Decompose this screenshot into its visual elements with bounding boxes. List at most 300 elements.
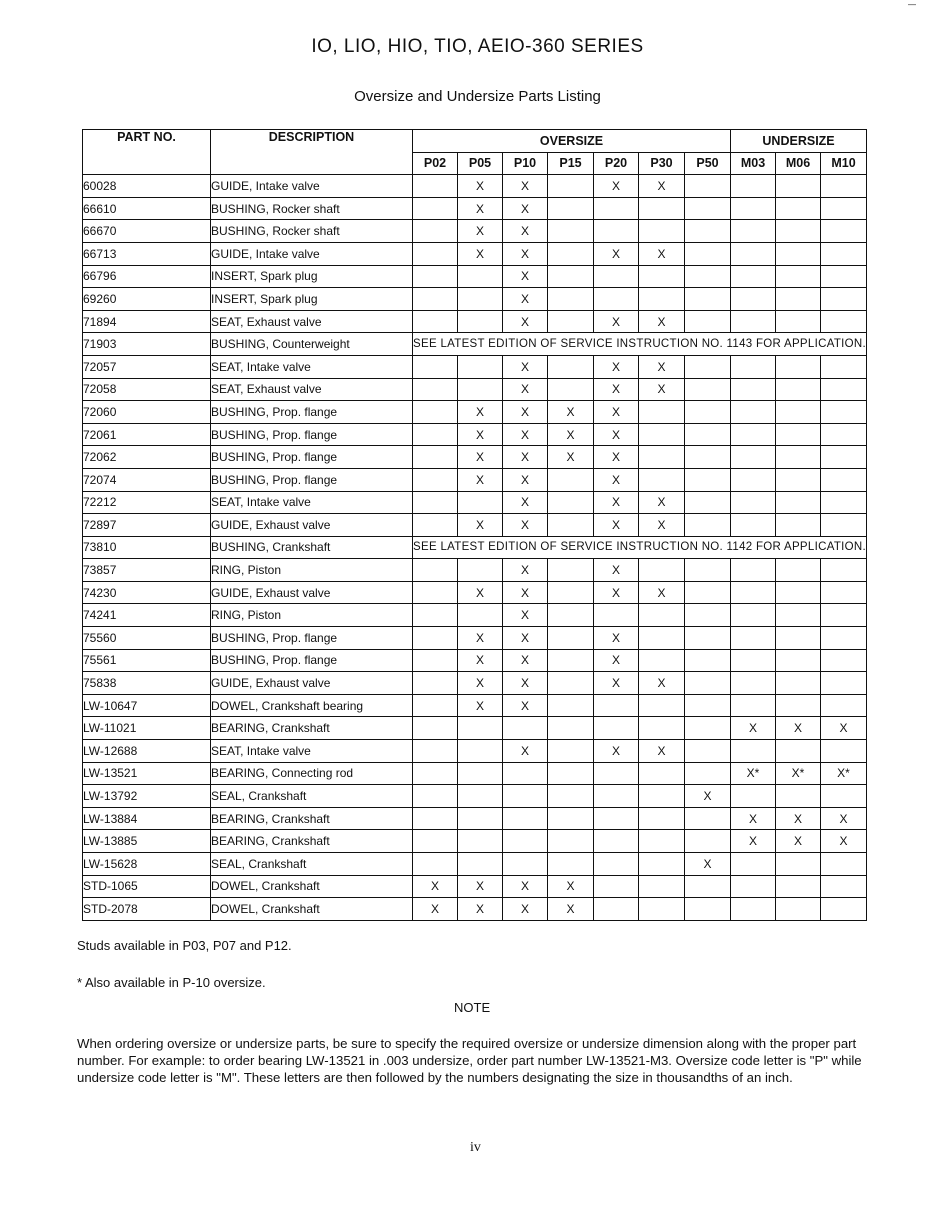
oversize-mark-cell — [685, 197, 731, 220]
oversize-mark-cell — [639, 853, 685, 876]
undersize-mark-cell — [821, 310, 867, 333]
oversize-mark-cell: X — [458, 672, 503, 695]
undersize-mark-cell: X — [776, 830, 821, 853]
oversize-mark-cell — [639, 649, 685, 672]
oversize-mark-cell: X — [503, 649, 548, 672]
oversize-mark-cell: X — [503, 898, 548, 921]
oversize-mark-cell — [685, 310, 731, 333]
description-cell: GUIDE, Exhaust valve — [211, 514, 413, 537]
header-code-oversize: P10 — [503, 152, 548, 175]
oversize-mark-cell: X — [639, 175, 685, 198]
part-number-cell: 60028 — [83, 175, 211, 198]
oversize-mark-cell — [685, 355, 731, 378]
undersize-mark-cell — [776, 514, 821, 537]
undersize-mark-cell — [821, 355, 867, 378]
part-number-cell: 72060 — [83, 401, 211, 424]
oversize-mark-cell — [458, 491, 503, 514]
table-row — [83, 197, 867, 220]
oversize-mark-cell — [685, 491, 731, 514]
oversize-mark-cell — [458, 830, 503, 853]
oversize-mark-cell: X — [639, 378, 685, 401]
description-cell: SEAT, Intake valve — [211, 740, 413, 763]
undersize-mark-cell: X — [821, 807, 867, 830]
table-row — [83, 378, 867, 401]
oversize-mark-cell — [639, 762, 685, 785]
oversize-mark-cell — [413, 446, 458, 469]
oversize-mark-cell — [548, 310, 594, 333]
undersize-mark-cell — [776, 740, 821, 763]
oversize-mark-cell: X — [503, 604, 548, 627]
undersize-mark-cell — [776, 694, 821, 717]
part-number-cell: 66713 — [83, 242, 211, 265]
undersize-mark-cell — [731, 175, 776, 198]
description-cell: BEARING, Crankshaft — [211, 830, 413, 853]
oversize-mark-cell — [548, 853, 594, 876]
oversize-mark-cell: X — [458, 197, 503, 220]
undersize-mark-cell — [776, 423, 821, 446]
undersize-mark-cell — [776, 265, 821, 288]
oversize-mark-cell — [458, 355, 503, 378]
part-number-cell: 72897 — [83, 514, 211, 537]
undersize-mark-cell — [731, 401, 776, 424]
part-number-cell: 72212 — [83, 491, 211, 514]
undersize-mark-cell — [821, 559, 867, 582]
oversize-mark-cell: X — [503, 627, 548, 650]
oversize-mark-cell: X — [594, 423, 639, 446]
header-code-oversize: P50 — [685, 152, 731, 175]
undersize-mark-cell — [731, 740, 776, 763]
oversize-mark-cell — [548, 514, 594, 537]
undersize-mark-cell — [821, 175, 867, 198]
oversize-mark-cell: X — [503, 446, 548, 469]
undersize-mark-cell: X* — [776, 762, 821, 785]
oversize-mark-cell — [413, 491, 458, 514]
header-code-oversize: P15 — [548, 152, 594, 175]
undersize-mark-cell — [776, 785, 821, 808]
oversize-mark-cell — [639, 627, 685, 650]
oversize-mark-cell — [413, 175, 458, 198]
undersize-mark-cell — [731, 581, 776, 604]
undersize-mark-cell — [731, 853, 776, 876]
oversize-mark-cell — [685, 581, 731, 604]
oversize-mark-cell — [548, 288, 594, 311]
oversize-mark-cell: X — [594, 491, 639, 514]
oversize-mark-cell: X — [548, 875, 594, 898]
oversize-mark-cell: X — [594, 672, 639, 695]
table-row — [83, 265, 867, 288]
oversize-mark-cell — [548, 672, 594, 695]
oversize-mark-cell: X — [503, 242, 548, 265]
part-number-cell: 66670 — [83, 220, 211, 243]
part-number-cell: 74241 — [83, 604, 211, 627]
oversize-mark-cell — [548, 491, 594, 514]
oversize-mark-cell — [413, 197, 458, 220]
oversize-mark-cell — [458, 604, 503, 627]
description-cell: DOWEL, Crankshaft — [211, 875, 413, 898]
undersize-mark-cell: X — [731, 830, 776, 853]
oversize-mark-cell — [594, 830, 639, 853]
header-row-groups — [83, 130, 867, 153]
undersize-mark-cell — [731, 898, 776, 921]
header-description: DESCRIPTION — [211, 130, 413, 175]
oversize-mark-cell: X — [639, 491, 685, 514]
oversize-mark-cell — [639, 898, 685, 921]
undersize-mark-cell — [776, 175, 821, 198]
oversize-mark-cell: X — [639, 355, 685, 378]
undersize-mark-cell — [731, 310, 776, 333]
undersize-mark-cell: X — [731, 807, 776, 830]
description-cell: BUSHING, Crankshaft — [211, 536, 413, 559]
table-row — [83, 762, 867, 785]
oversize-mark-cell — [639, 830, 685, 853]
oversize-mark-cell — [685, 468, 731, 491]
part-number-cell: 75560 — [83, 627, 211, 650]
oversize-mark-cell — [548, 175, 594, 198]
undersize-mark-cell — [731, 468, 776, 491]
header-code-undersize: M03 — [731, 152, 776, 175]
oversize-mark-cell — [458, 717, 503, 740]
undersize-mark-cell — [821, 197, 867, 220]
table-row — [83, 627, 867, 650]
undersize-mark-cell — [776, 468, 821, 491]
oversize-mark-cell — [413, 220, 458, 243]
oversize-mark-cell: X — [503, 559, 548, 582]
oversize-mark-cell — [639, 807, 685, 830]
oversize-mark-cell — [685, 559, 731, 582]
oversize-mark-cell — [413, 627, 458, 650]
part-number-cell: LW-13884 — [83, 807, 211, 830]
description-cell: GUIDE, Exhaust valve — [211, 672, 413, 695]
oversize-mark-cell: X — [503, 378, 548, 401]
oversize-mark-cell: X — [594, 649, 639, 672]
description-cell: GUIDE, Intake valve — [211, 175, 413, 198]
undersize-mark-cell — [821, 220, 867, 243]
part-number-cell: LW-11021 — [83, 717, 211, 740]
oversize-mark-cell: X — [594, 446, 639, 469]
description-cell: BEARING, Crankshaft — [211, 717, 413, 740]
part-number-cell: STD-1065 — [83, 875, 211, 898]
oversize-mark-cell — [685, 265, 731, 288]
oversize-mark-cell — [685, 627, 731, 650]
table-row — [83, 355, 867, 378]
oversize-mark-cell: X — [458, 423, 503, 446]
oversize-mark-cell — [685, 875, 731, 898]
description-cell: BUSHING, Rocker shaft — [211, 220, 413, 243]
undersize-mark-cell — [821, 853, 867, 876]
table-row — [83, 559, 867, 582]
undersize-mark-cell — [731, 785, 776, 808]
oversize-mark-cell — [548, 649, 594, 672]
oversize-mark-cell — [503, 762, 548, 785]
oversize-mark-cell: X — [503, 310, 548, 333]
undersize-mark-cell — [776, 853, 821, 876]
oversize-mark-cell — [413, 514, 458, 537]
oversize-mark-cell — [413, 559, 458, 582]
oversize-mark-cell — [548, 627, 594, 650]
undersize-mark-cell — [821, 672, 867, 695]
table-row — [83, 785, 867, 808]
part-number-cell: 74230 — [83, 581, 211, 604]
part-number-cell: LW-15628 — [83, 853, 211, 876]
oversize-mark-cell — [685, 807, 731, 830]
page-title: IO, LIO, HIO, TIO, AEIO-360 SERIES — [311, 36, 644, 57]
undersize-mark-cell — [731, 694, 776, 717]
description-cell: INSERT, Spark plug — [211, 265, 413, 288]
oversize-mark-cell — [594, 853, 639, 876]
oversize-mark-cell: X — [639, 672, 685, 695]
description-cell: DOWEL, Crankshaft — [211, 898, 413, 921]
undersize-mark-cell — [821, 401, 867, 424]
undersize-mark-cell — [821, 875, 867, 898]
undersize-mark-cell — [776, 401, 821, 424]
oversize-mark-cell — [503, 830, 548, 853]
table-row — [83, 310, 867, 333]
oversize-mark-cell: X — [639, 581, 685, 604]
oversize-mark-cell — [413, 762, 458, 785]
oversize-mark-cell — [458, 378, 503, 401]
undersize-mark-cell: X* — [731, 762, 776, 785]
oversize-mark-cell — [548, 694, 594, 717]
oversize-mark-cell: X — [458, 401, 503, 424]
oversize-mark-cell — [548, 717, 594, 740]
undersize-mark-cell: X — [821, 830, 867, 853]
parts-table — [82, 129, 867, 921]
oversize-mark-cell — [413, 288, 458, 311]
oversize-mark-cell — [548, 830, 594, 853]
oversize-mark-cell — [639, 423, 685, 446]
oversize-mark-cell — [594, 762, 639, 785]
oversize-mark-cell — [685, 401, 731, 424]
oversize-mark-cell — [413, 242, 458, 265]
table-row — [83, 536, 867, 559]
oversize-mark-cell: X — [685, 853, 731, 876]
oversize-mark-cell — [594, 288, 639, 311]
oversize-mark-cell — [458, 762, 503, 785]
oversize-mark-cell: X — [503, 288, 548, 311]
oversize-mark-cell — [685, 423, 731, 446]
undersize-mark-cell: X — [821, 717, 867, 740]
part-number-cell: 72062 — [83, 446, 211, 469]
table-row — [83, 898, 867, 921]
description-cell: BUSHING, Prop. flange — [211, 446, 413, 469]
note-heading: NOTE — [454, 1000, 491, 1015]
oversize-mark-cell — [548, 559, 594, 582]
oversize-mark-cell — [639, 220, 685, 243]
oversize-mark-cell — [639, 785, 685, 808]
description-cell: SEAL, Crankshaft — [211, 853, 413, 876]
undersize-mark-cell — [821, 649, 867, 672]
header-oversize: OVERSIZE — [413, 130, 731, 153]
oversize-mark-cell — [594, 265, 639, 288]
part-number-cell: 72058 — [83, 378, 211, 401]
undersize-mark-cell — [731, 423, 776, 446]
undersize-mark-cell — [821, 288, 867, 311]
part-number-cell: 75561 — [83, 649, 211, 672]
oversize-mark-cell: X — [594, 310, 639, 333]
oversize-mark-cell: X — [503, 581, 548, 604]
oversize-mark-cell — [413, 694, 458, 717]
table-row — [83, 740, 867, 763]
table-row — [83, 853, 867, 876]
oversize-mark-cell — [413, 265, 458, 288]
oversize-mark-cell — [685, 378, 731, 401]
undersize-mark-cell — [731, 672, 776, 695]
oversize-mark-cell: X — [458, 242, 503, 265]
page-subtitle: Oversize and Undersize Parts Listing — [354, 88, 601, 105]
header-undersize: UNDERSIZE — [731, 130, 867, 153]
oversize-mark-cell — [458, 288, 503, 311]
oversize-mark-cell: X — [548, 401, 594, 424]
oversize-mark-cell: X — [594, 355, 639, 378]
part-number-cell: LW-13885 — [83, 830, 211, 853]
undersize-mark-cell — [731, 875, 776, 898]
oversize-mark-cell — [413, 378, 458, 401]
undersize-mark-cell — [821, 468, 867, 491]
oversize-mark-cell — [639, 717, 685, 740]
oversize-mark-cell — [639, 604, 685, 627]
undersize-mark-cell — [821, 378, 867, 401]
description-cell: BUSHING, Rocker shaft — [211, 197, 413, 220]
oversize-mark-cell — [458, 785, 503, 808]
description-cell: BUSHING, Prop. flange — [211, 649, 413, 672]
oversize-mark-cell — [594, 898, 639, 921]
undersize-mark-cell — [776, 220, 821, 243]
description-cell: BUSHING, Prop. flange — [211, 423, 413, 446]
oversize-mark-cell — [685, 830, 731, 853]
oversize-mark-cell: X — [503, 220, 548, 243]
description-cell: GUIDE, Exhaust valve — [211, 581, 413, 604]
oversize-mark-cell — [685, 514, 731, 537]
undersize-mark-cell — [776, 491, 821, 514]
undersize-mark-cell — [821, 242, 867, 265]
description-cell: SEAT, Exhaust valve — [211, 310, 413, 333]
oversize-mark-cell — [685, 762, 731, 785]
undersize-mark-cell — [821, 785, 867, 808]
part-number-cell: 71903 — [83, 333, 211, 356]
part-number-cell: 73857 — [83, 559, 211, 582]
oversize-mark-cell: X — [458, 694, 503, 717]
oversize-mark-cell: X — [639, 242, 685, 265]
description-cell: SEAL, Crankshaft — [211, 785, 413, 808]
oversize-mark-cell — [594, 604, 639, 627]
oversize-mark-cell: X — [594, 740, 639, 763]
undersize-mark-cell — [731, 378, 776, 401]
oversize-mark-cell — [639, 265, 685, 288]
oversize-mark-cell: X — [639, 310, 685, 333]
table-row — [83, 333, 867, 356]
table-row — [83, 830, 867, 853]
oversize-mark-cell — [413, 717, 458, 740]
table-row — [83, 604, 867, 627]
part-number-cell: 73810 — [83, 536, 211, 559]
oversize-mark-cell — [639, 288, 685, 311]
undersize-mark-cell — [776, 898, 821, 921]
undersize-mark-cell: X — [731, 717, 776, 740]
undersize-mark-cell — [821, 604, 867, 627]
table-row — [83, 468, 867, 491]
oversize-mark-cell — [594, 694, 639, 717]
page-number: iv — [470, 1140, 481, 1155]
oversize-mark-cell — [548, 242, 594, 265]
oversize-mark-cell — [458, 807, 503, 830]
description-cell: GUIDE, Intake valve — [211, 242, 413, 265]
oversize-mark-cell: X — [503, 423, 548, 446]
header-code-undersize: M10 — [821, 152, 867, 175]
part-number-cell: 71894 — [83, 310, 211, 333]
oversize-mark-cell — [458, 265, 503, 288]
oversize-mark-cell: X — [594, 581, 639, 604]
undersize-mark-cell — [776, 288, 821, 311]
header-code-oversize: P30 — [639, 152, 685, 175]
undersize-mark-cell — [821, 265, 867, 288]
oversize-mark-cell — [503, 717, 548, 740]
undersize-mark-cell — [776, 875, 821, 898]
oversize-mark-cell — [548, 740, 594, 763]
note-body: When ordering oversize or undersize parts, be sure to specify the required oversize or undersize dimension along with the proper part number. For example: to order bearing LW-13521 in .003 undersize, order part number LW-13521-M3. Oversize code letter is "P" while undersize code letter is "M". These letters are then followed by the numbers designating the size in thousandths of an inch. — [77, 1036, 862, 1085]
undersize-mark-cell — [731, 197, 776, 220]
oversize-mark-cell — [548, 378, 594, 401]
undersize-mark-cell — [776, 649, 821, 672]
oversize-mark-cell: X — [594, 175, 639, 198]
description-cell: BUSHING, Prop. flange — [211, 468, 413, 491]
oversize-mark-cell: X — [503, 740, 548, 763]
undersize-mark-cell — [731, 604, 776, 627]
oversize-mark-cell — [594, 807, 639, 830]
oversize-mark-cell: X — [503, 875, 548, 898]
undersize-mark-cell — [776, 310, 821, 333]
description-cell: BUSHING, Counterweight — [211, 333, 413, 356]
oversize-mark-cell — [548, 581, 594, 604]
oversize-mark-cell: X — [548, 898, 594, 921]
oversize-mark-cell: X — [503, 175, 548, 198]
parts-table-body — [83, 175, 867, 921]
oversize-mark-cell — [548, 468, 594, 491]
oversize-mark-cell — [413, 604, 458, 627]
header-code-oversize: P02 — [413, 152, 458, 175]
oversize-mark-cell — [503, 807, 548, 830]
oversize-mark-cell — [685, 175, 731, 198]
oversize-mark-cell: X — [458, 649, 503, 672]
table-row — [83, 175, 867, 198]
oversize-mark-cell: X — [503, 514, 548, 537]
undersize-mark-cell: X — [776, 807, 821, 830]
oversize-mark-cell — [639, 446, 685, 469]
oversize-mark-cell: X — [413, 898, 458, 921]
oversize-mark-cell: X — [594, 468, 639, 491]
service-instruction-note: SEE LATEST EDITION OF SERVICE INSTRUCTION NO. 1143 FOR APPLICATION. — [413, 333, 867, 356]
oversize-mark-cell — [413, 672, 458, 695]
undersize-mark-cell — [821, 581, 867, 604]
undersize-mark-cell — [776, 672, 821, 695]
undersize-mark-cell — [776, 559, 821, 582]
oversize-mark-cell: X — [594, 242, 639, 265]
table-row — [83, 242, 867, 265]
undersize-mark-cell — [821, 740, 867, 763]
description-cell: BEARING, Connecting rod — [211, 762, 413, 785]
oversize-mark-cell — [548, 785, 594, 808]
oversize-mark-cell: X — [458, 514, 503, 537]
oversize-mark-cell: X — [503, 694, 548, 717]
undersize-mark-cell: X — [776, 717, 821, 740]
oversize-mark-cell: X — [503, 355, 548, 378]
undersize-mark-cell — [821, 446, 867, 469]
oversize-mark-cell: X — [503, 401, 548, 424]
oversize-mark-cell — [594, 875, 639, 898]
table-row — [83, 446, 867, 469]
oversize-mark-cell: X — [458, 627, 503, 650]
part-number-cell: LW-13792 — [83, 785, 211, 808]
oversize-mark-cell: X — [503, 265, 548, 288]
